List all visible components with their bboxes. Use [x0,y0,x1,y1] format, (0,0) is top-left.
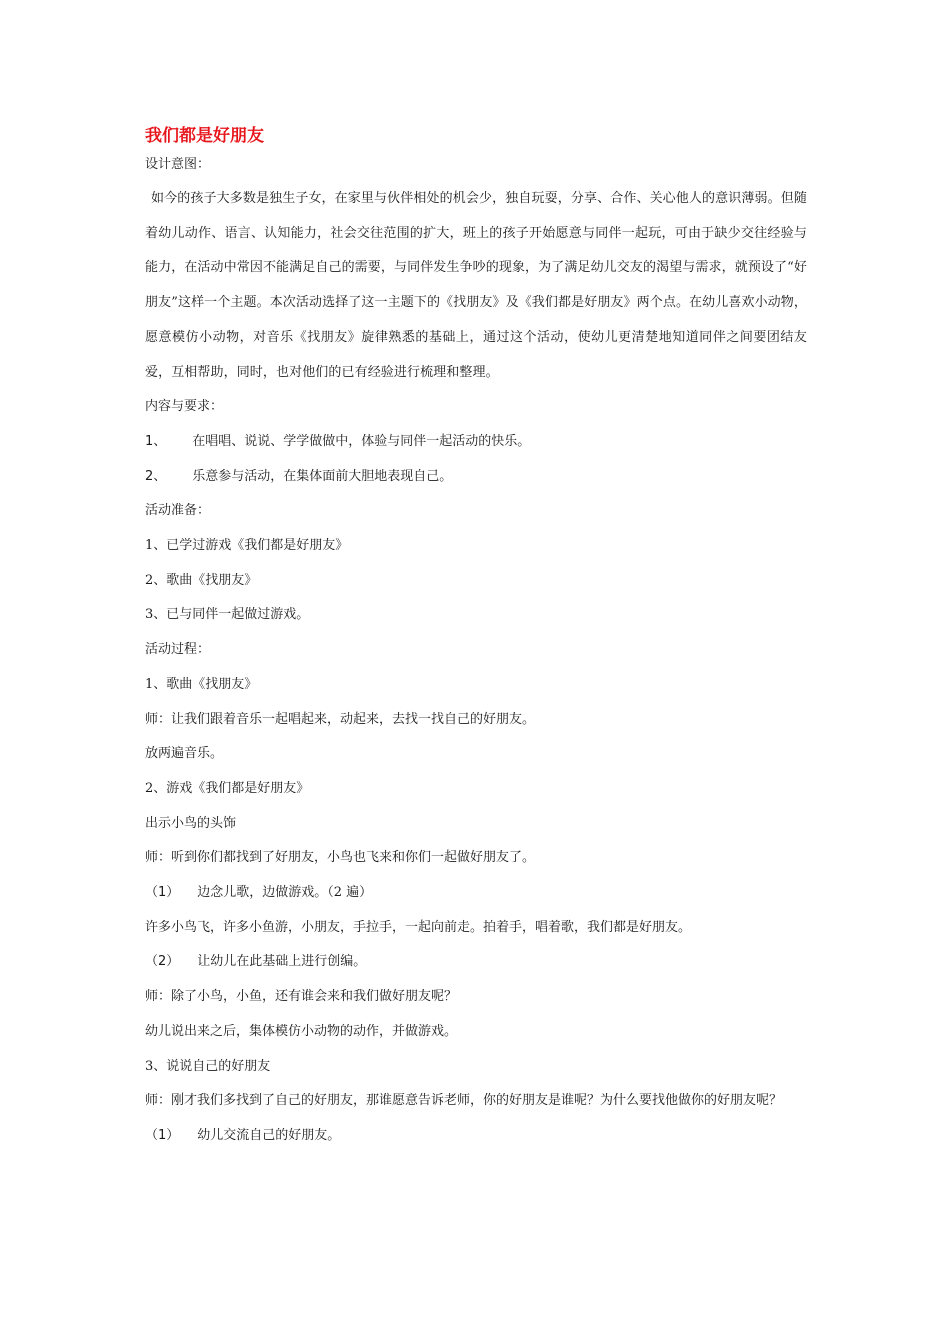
instruction-line: 幼儿说出来之后，集体模仿小动物的动作，并做游戏。 [145,1023,458,1039]
preparation-item: 2、歌曲《找朋友》 [145,572,258,588]
sub-step-text: 让幼儿在此基础上进行创编。 [197,954,367,970]
sub-step-number: （1） [145,1127,180,1143]
content-requirements-label: 内容与要求： [145,399,224,415]
process-label: 活动过程： [145,642,211,658]
preparation-label: 活动准备： [145,503,211,519]
sub-step-number: （2） [145,954,180,970]
rhyme-line: 许多小鸟飞，许多小鱼游，小朋友，手拉手，一起向前走。拍着手，唱着歌，我们都是好朋友。 [145,919,692,935]
design-intent-label: 设计意图： [145,157,211,172]
sub-step [145,876,807,911]
instruction-line: 出示小鸟的头饰 [145,815,237,831]
goal-item-1 [145,425,807,460]
document-title: 我们都是好朋友 [145,126,264,146]
document-page [145,124,807,1154]
teacher-line: 师：让我们跟着音乐一起唱起来，动起来，去找一找自己的好朋友。 [145,711,536,727]
step-heading: 1、歌曲《找朋友》 [145,676,258,692]
instruction-line: 放两遍音乐。 [145,746,224,762]
step-heading: 3、说说自己的好朋友 [145,1058,271,1074]
design-intent-text: 如今的孩子大多数是独生子女，在家里与伙伴相处的机会少，独自玩耍，分享、合作、关心他人的意识薄弱。但随着幼儿动作、语言、认知能力，社会交往范围的扩大，班上的孩子开始愿意与同伴一起玩，可由于缺少交往经验与能力，在活动中常因不能满足自己的需要，与同伴发生争吵的现象，为了满足幼儿交友的渴望与需求，就预设了“好朋友”这样一个主题。本次活动选择了这一主题下的《找朋友》及《我们都是好朋友》两个点。在幼儿喜欢小动物，愿意模仿小动物，对音乐《找朋友》旋律熟悉的基础上，通过这个活动，使幼儿更清楚地知道同伴之间要团结友爱，互相帮助，同时，也对他们的已有经验进行梳理和整理。 [145,191,807,380]
sub-step-text: 幼儿交流自己的好朋友。 [197,1127,341,1143]
preparation-item: 1、已学过游戏《我们都是好朋友》 [145,538,349,554]
goal-text: 在唱唱、说说、学学做做中，体验与同伴一起活动的快乐。 [192,433,531,449]
step-heading: 2、游戏《我们都是好朋友》 [145,780,310,796]
sub-step-number: （1） [145,885,180,901]
teacher-line: 师：听到你们都找到了好朋友，小鸟也飞来和你们一起做好朋友了。 [145,850,536,866]
preparation-item: 3、已与同伴一起做过游戏。 [145,607,310,623]
sub-step [145,1119,807,1154]
sub-step [145,945,807,980]
goal-text: 乐意参与活动，在集体面前大胆地表现自己。 [192,468,453,484]
teacher-line: 师：刚才我们多找到了自己的好朋友，那谁愿意告诉老师，你的好朋友是谁呢？为什么要找他做你的好朋友呢？ [145,1093,783,1109]
goal-number: 1、 [145,433,167,449]
goal-item-2 [145,460,807,495]
goal-number: 2、 [145,468,167,484]
teacher-line: 师：除了小鸟，小鱼，还有谁会来和我们做好朋友呢？ [145,989,458,1005]
sub-step-text: 边念儿歌，边做游戏。（2 遍） [197,885,373,901]
